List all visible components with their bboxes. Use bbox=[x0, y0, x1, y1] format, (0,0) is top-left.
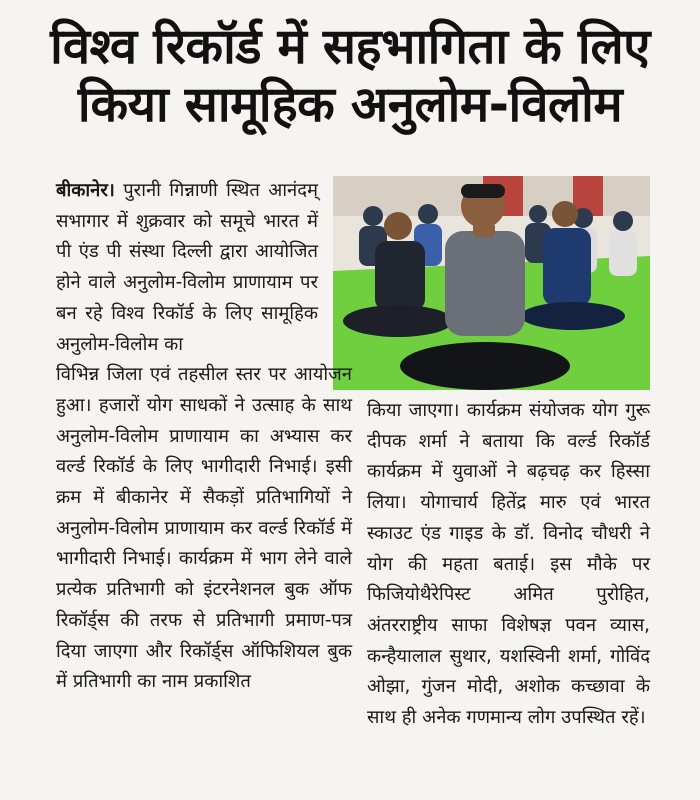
article-text-right: किया जाएगा। कार्यक्रम संयोजक योग गुरू दीपक शर्मा ने बताया कि वर्ल्ड रिकॉर्ड कार्यक्रम में युवाओं ने बढ़चढ़ कर हिस्सा लिया। योगाचार्य हितेंद्र मारु एवं भारत स्काउट एंड गाइड के डॉ. विनोद चौधरी ने योग की महता बताई। इस मौके पर फिजियोथैरेपिस्ट अमित पुरोहित, अंतरराष्ट्रीय साफा विशेषज्ञ पवन व्यास, कन्हैयालाल सुथार, यशस्विनी शर्मा, गोविंद ओझा, गुंजन मोदी, अशोक कच्छावा के साथ ही अनेक गणमान्य लोग उपस्थित रहें। bbox=[367, 400, 650, 729]
news-photo bbox=[333, 176, 650, 390]
article-intro bbox=[56, 176, 318, 360]
article-text-left-bottom: विभिन्न जिला एवं तहसील स्तर पर आयोजन हुआ। हजारों योग साधकों ने उत्साह के साथ अनुलोम-विलोम प्राणायाम का अभ्यास कर वर्ल्ड रिकॉर्ड के लिए भागीदारी निभाई। इसी क्रम में बीकानेर में सैकड़ों प्रतिभागियों ने अनुलोम-विलोम प्राणायाम कर वर्ल्ड रिकॉर्ड में भागीदारी निभाई। कार्यक्रम में भाग लेने वाले प्रत्येक प्रतिभागी को इंटरनेशनल बुक ऑफ रिकॉर्ड्स की तरफ से प्रतिभागी प्रमाण-पत्र दिया जाएगा और रिकॉर्ड्स ऑफिशियल बुक में प्रतिभागी का नाम प्रकाशित bbox=[56, 364, 352, 693]
headline-line-1: विश्व रिकॉर्ड में सहभागिता के लिए bbox=[50, 18, 650, 75]
article-column-left bbox=[56, 176, 352, 791]
headline-line-2: किया सामूहिक अनुलोम-विलोम bbox=[77, 76, 623, 133]
article-column-right bbox=[367, 396, 650, 791]
headline bbox=[0, 18, 700, 134]
yoga-group-illustration bbox=[333, 176, 650, 390]
dateline: बीकानेर। bbox=[56, 180, 115, 201]
article-text-left-top: पुरानी गिन्नाणी स्थित आनंदम् सभागार में शुक्रवार को समूचे भारत में पी एंड पी संस्था दिल्ली द्वारा आयोजित होने वाले अनुलोम-विलोम प्राणायाम पर बन रहे विश्व रिकॉर्ड के लिए सामूहिक अनुलोम-विलोम का bbox=[56, 180, 318, 355]
